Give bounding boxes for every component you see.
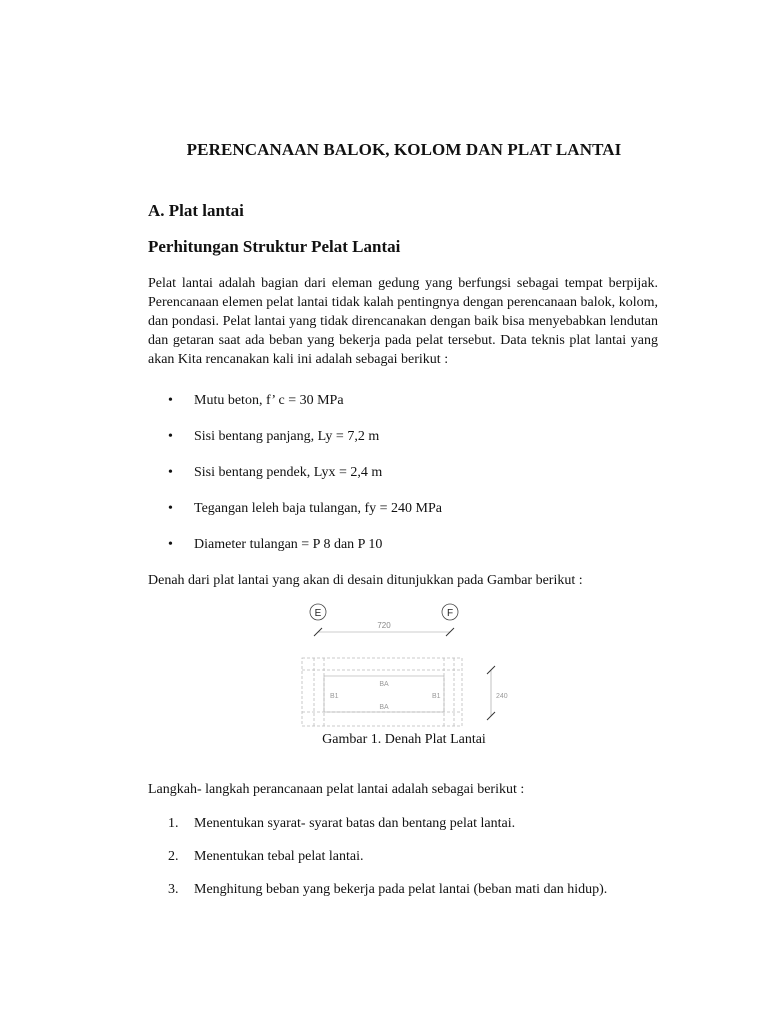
figure-caption: Gambar 1. Denah Plat Lantai: [322, 732, 486, 747]
section-heading: A. Plat lantai: [148, 201, 244, 220]
bullet-icon: •: [168, 537, 173, 552]
figure-intro: Denah dari plat lantai yang akan di desain ditunjukkan pada Gambar berikut :: [148, 573, 583, 588]
floor-plan-diagram: [296, 600, 516, 728]
list-text: Menentukan tebal pelat lantai.: [194, 849, 364, 864]
bullet-icon: •: [168, 501, 173, 516]
list-number: 3.: [168, 882, 179, 897]
bullet-icon: •: [168, 465, 173, 480]
beam-label-top: BA: [379, 681, 389, 688]
list-number: 2.: [168, 849, 179, 864]
floor-plan-figure: [296, 600, 516, 728]
bullet-icon: •: [168, 393, 173, 408]
list-number: 1.: [168, 816, 179, 831]
span-dimension-label: 720: [377, 621, 391, 630]
intro-paragraph: Pelat lantai adalah bagian dari eleman gedung yang berfungsi sebagai tempat berpijak. Perencanaan elemen pelat lantai tidak kalah pentingnya dengan perencanaan balok, kolom, dan pondasi. Pelat lantai yang tidak direncanakan dengan baik bisa menyebabkan lendutan dan getaran saat ada beban yang bekerja pada pelat tersebut. Data teknis plat lantai yang akan Kita rencanakan kali ini adalah sebagai berikut :: [148, 276, 658, 367]
subheading: Perhitungan Struktur Pelat Lantai: [148, 237, 401, 256]
height-dimension-label: 240: [496, 693, 508, 700]
document-page: PERENCANAAN BALOK, KOLOM DAN PLAT LANTAI A. Plat lantai Perhitungan Struktur Pelat Lantai Pelat lantai adalah bagian dari eleman gedung yang berfungsi sebagai tempat berpijak. Perencanaan elemen pelat lantai tidak kalah pentingnya dengan perencanaan balok, kolom, dan pondasi. Pelat lantai yang tidak direncanakan dengan baik bisa menyebabkan lendutan dan getaran saat ada beban yang bekerja pada pelat tersebut. Data teknis plat lantai yang akan Kita rencanakan kali ini adalah sebagai berikut : • Mutu beton, f’ c = 30 MPa • Sisi bentang panjang, Ly = 7,2 m • Sisi bentang pendek, Lyx = 2,4 m • Tegangan leleh baja tulangan, fy = 240 MPa • Diameter tulangan = P 8 dan P 10 Denah dari plat lantai yang akan di desain ditunjukkan pada Gambar berikut : E F 720 BA BA B1 B1 240 Gambar 1. Denah Plat Lantai Langkah- langkah perancanaan pelat lantai adalah sebagai berikut : 1. Menentukan syarat- syarat batas dan bentang pelat lantai. 2. Menentukan tebal pelat lantai. 3. Menghitung beban yang bekerja pada pelat lantai (beban mati dan hidup).: [0, 0, 768, 1024]
beam-label-left: B1: [330, 693, 339, 700]
steps-intro: Langkah- langkah perancanaan pelat lantai adalah sebagai berikut :: [148, 782, 525, 797]
grid-label-f: F: [446, 608, 454, 619]
grid-label-e: E: [314, 608, 322, 619]
slab-outline: [302, 658, 462, 726]
bullet-icon: •: [168, 429, 173, 444]
beam-label-right: B1: [432, 693, 441, 700]
beam-label-bottom: BA: [379, 704, 389, 711]
list-text: Menghitung beban yang bekerja pada pelat lantai (beban mati dan hidup).: [194, 882, 608, 897]
document-title: PERENCANAAN BALOK, KOLOM DAN PLAT LANTAI: [186, 140, 622, 159]
list-text: Menentukan syarat- syarat batas dan bentang pelat lantai.: [194, 816, 516, 831]
